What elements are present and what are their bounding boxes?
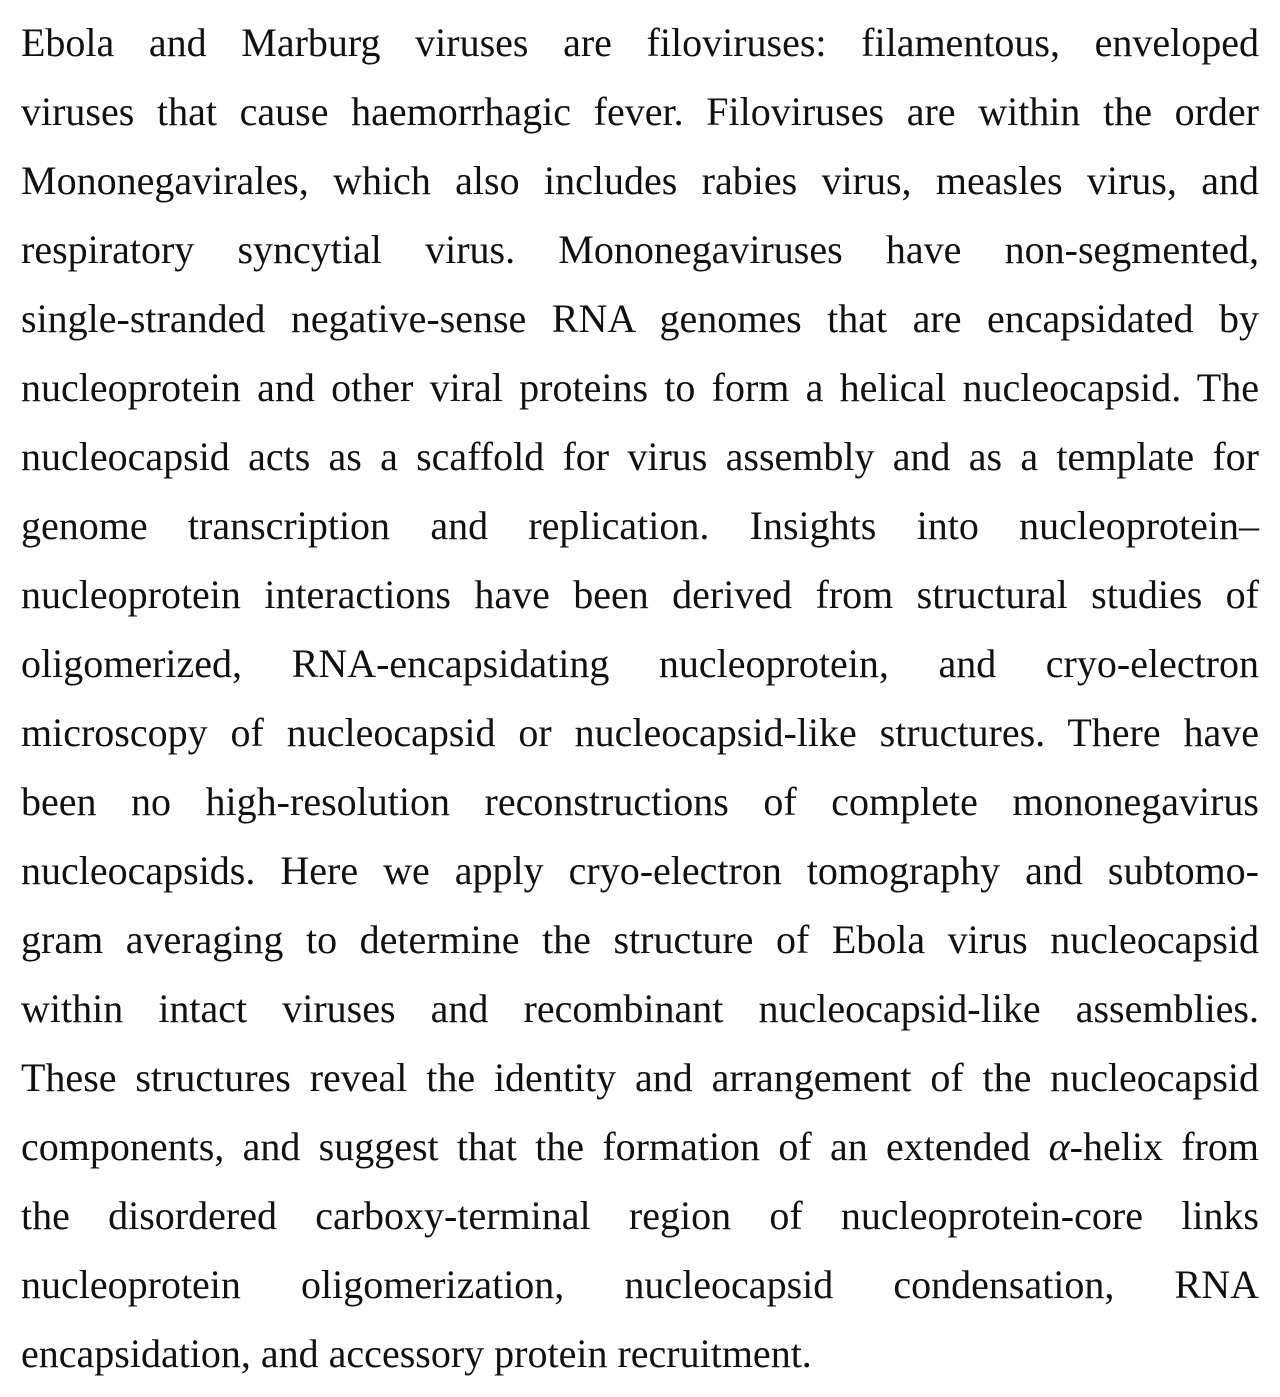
text-line-20: encapsidation, and accessory protein recruitment. (21, 1331, 812, 1376)
text-line-15: within intact viruses and recombinant nucleocapsid-like assemblies. (21, 986, 1259, 1031)
text-line-1: Ebola and Marburg viruses are filoviruses: filamentous, enveloped (21, 20, 1259, 65)
text-line-8: genome transcription and replication. Insights into nucleoprotein– (21, 503, 1259, 548)
text-line-9: nucleoprotein interactions have been derived from structural studies of (21, 572, 1259, 617)
text-line-12: been no high-resolution reconstructions of complete mononegavirus (21, 779, 1259, 824)
text-line-10: oligomerized, RNA-encapsidating nucleoprotein, and cryo-electron (21, 641, 1259, 686)
text-line-11: microscopy of nucleocapsid or nucleocapsid-like structures. There have (21, 710, 1259, 755)
text-line-3: Mononegavirales, which also includes rabies virus, measles virus, and (21, 158, 1259, 203)
alpha-symbol: α (1048, 1124, 1070, 1169)
text-line-19: nucleoprotein oligomerization, nucleocapsid condensation, RNA (21, 1262, 1259, 1307)
text-line-13: nucleocapsids. Here we apply cryo-electron tomography and subtomo- (21, 848, 1259, 893)
text-line-16: These structures reveal the identity and arrangement of the nucleocapsid (21, 1055, 1259, 1100)
text-line-5: single-stranded negative-sense RNA genomes that are encapsidated by (21, 296, 1259, 341)
text-line-4: respiratory syncytial virus. Mononegaviruses have non-segmented, (21, 227, 1259, 272)
text-line-14: gram averaging to determine the structure of Ebola virus nucleocapsid (21, 917, 1259, 962)
text-line-18: the disordered carboxy-terminal region of nucleoprotein-core links (21, 1193, 1259, 1238)
abstract-paragraph (21, 8, 1259, 1388)
text-line-2: viruses that cause haemorrhagic fever. Filoviruses are within the order (21, 89, 1259, 134)
text-line-6: nucleoprotein and other viral proteins to form a helical nucleocapsid. The (21, 365, 1259, 410)
text-line-7: nucleocapsid acts as a scaffold for virus assembly and as a template for (21, 434, 1259, 479)
text-line-17: components, and suggest that the formation of an extended α-helix from (21, 1124, 1259, 1169)
